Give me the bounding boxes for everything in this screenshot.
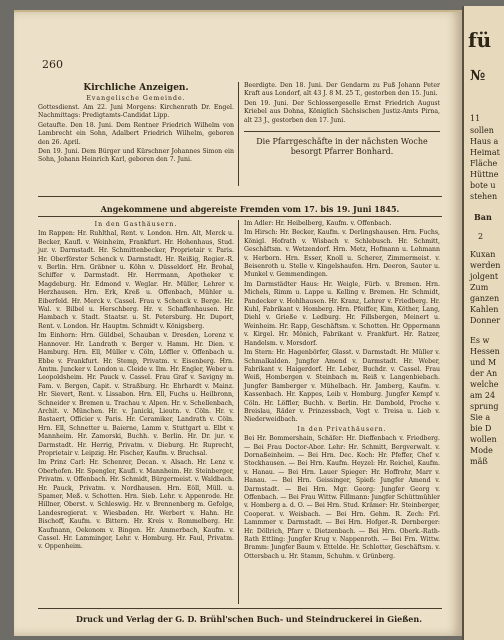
burials-column — [244, 82, 440, 158]
fragment-text: der An — [470, 369, 498, 378]
column-divider — [238, 220, 239, 604]
fragment-text: 11 — [470, 114, 481, 123]
title-rule-top — [38, 196, 442, 197]
fragment-text: Hüttne — [470, 170, 499, 179]
fragment-text: wollen — [470, 435, 497, 444]
fragment-text: Hessen — [470, 347, 500, 356]
footer-rule — [38, 608, 442, 609]
fragment-text: sollen — [470, 126, 494, 135]
fragment-text: Mode — [470, 446, 493, 455]
parish-notice: Die Pfarrgeschäfte in der nächsten Woche besorgt Pfarrer Bonhard. — [256, 137, 428, 157]
fragment-text: Kuxan — [470, 250, 496, 259]
fragment-text: ganzen — [470, 294, 500, 303]
fragment-text: Ban — [474, 212, 492, 222]
fragment-text: fü — [468, 28, 492, 52]
church-notices-column — [38, 82, 234, 166]
fragment-text: sprung — [470, 402, 499, 411]
printer-imprint: Druck und Verlag der G. D. Brühl'schen Buch- und Steindruckerei in Gießen. — [76, 614, 422, 624]
hotel-guest-list: Im Stern: Hr. Hagenbörfer, Glasst. v. Darmstadt. Hr. Müller v. Schmalkalden. Jungfer Amend v. Darmstadt. Hr. Weber, Fabrikant v. Haigerdorf. Hr. Leber, Buchdr. v. Cassel. Frau Weiß, Hombergen v. Steinbach m. Reiß v. Langenbiebach. Jungfer Bamberger v. Mühelbach. Hr. Jamberg, Kaufm. v. Kassenbach. Hr. Kappes, Leib v. Homburg. Jungfer Kempf v. Cöln. Hr. Löffler, Buchh. v. Berlin. Hr. Dambold, Proche v. Breislau, Räder v. Prinzessbach, Vogt v. Treisa u. Lieb v. Niederweidbach. — [244, 349, 440, 424]
column-divider — [238, 82, 239, 186]
section-heading: In den Gasthäusern. — [94, 221, 178, 228]
fragment-text: Kahlen — [470, 305, 499, 314]
divider-line — [244, 131, 440, 132]
guests-right-column — [244, 220, 440, 562]
church-notices-heading: Kirchliche Anzeigen. — [83, 83, 189, 93]
church-notice-entry: Getaufte. Den 18. Juni. Dem Rentner Friedrich Wilhelm von Lambrecht ein Sohn, Adalbert Friedrich Wilhelm, geboren den 26. April. — [38, 121, 234, 146]
page-number: 260 — [42, 58, 63, 71]
fragment-text: mäß — [470, 457, 488, 466]
adjacent-page-fragment — [462, 6, 504, 640]
arrivals-title: Angekommene und abgereiste Fremden vom 17. bis 19. Juni 1845. — [100, 204, 400, 214]
church-notices-subheading: Evangelische Gemeinde. — [86, 95, 186, 102]
section-heading: In den Privathäusern. — [297, 425, 387, 433]
burial-entry: Beerdigte. Den 18. Juni. Der Gendarm zu Fuß Johann Peter Kraft aus Londorf, alt 43 J. 8 M. 25 T., gestorben den 15. Juni. — [244, 82, 440, 98]
hotel-guest-list: Im Prinz Carl: Hr. Schenrer, Decan. v. Alsach. Hr. Lenz v. Oberhofen. Hr. Spengler, Kaufl. v. Mannheim. Hr. Steinberger, Privatm. v. Offenbach. Hr. Schmidt, Bürgermeist. v. Waldbach. Hr. Pauck, Privatm. v. Nordhausen. Hrn. Eöll, Müll. u. Spamer, Meß. v. Schotten. Hrn. Sieb. Lehr. v. Appenrode. Hr. Hillner, Oberst. v. Schleswig. Hr. v. Brennenberg m. Gefolge, Landesregierat. v. Wiesbaden. Hr. Werbert v. Hahn. Hr. Bischoff, Kaufm. v. Bittern. Hr. Kreis v. Rommelberg. Hr. Kaufmann, Oekonom v. Bingen. Hr. Ammerbach, Kaufm. v. Cassel. Hr. Lamminger, Lehr. v. Homburg. Hr. Faul, Privatm. v. Oppenheim. — [38, 459, 234, 551]
fragment-text: Haus a — [470, 137, 499, 146]
fragment-text: Heimat — [470, 148, 500, 157]
fragment-text: stehen — [470, 192, 498, 201]
book-page — [14, 10, 462, 636]
fragment-text: Es w — [470, 336, 490, 345]
fragment-text: werden — [470, 261, 501, 270]
church-notice-entry: Den 19. Juni. Dem Bürger und Kürschner Johannes Simon ein Sohn, Johann Heinrich Karl, geboren den 7. Juni. — [38, 148, 234, 164]
guests-left-column — [38, 220, 234, 553]
private-guest-list: Bei Hr. Bommershain, Schäfer: Hr. Dieffenbach v. Friedberg. — Bei Frau Doctor-Abor. Lehr: Hr. Schmitt, Bergverwalt. v. Dornaßeinheim. — Bei Hrn. Dec. Koch: Hr. Pfeffer, Chef v. Stockhausen. — Bei Hrn. Kaufm. Heyzel: Hr. Reichel, Kaufm. v. Hanau. — Bei Hrn. Lauer Spieger: Hr. Hoffrohr, Marr v. Hanau. — Bei Hrn. Geissinger, Spieß: Jungfer Amend v. Darmstadt. — Bei Hrn. Mgr. Georg: Jungfer Georg v. Offenbach. — Bei Frau Wittw. Fillmann: Jungfer Schüttmühler v. Homberg a. d. O. — Bei Hrn. Stud. Krämer: Hr. Steinberger, Cooperat. v. Weisbach. — Bei Hrn. Gehm. R. Zech: Frl. Lammmer v. Darmstadt. — Bei Hrn. Hofger.-R. Dernberger: Hr. Döllrich, Pfarr v. Dietzenbach. — Bei Hrn. Oberk.-Rath-Rath Ettling: Jungfer Krug v. Nappenroth. — Bei Frn. Wittw. Bramm: Jungfer Baum v. Ettelde. Hr. Schlotter, Geschäftsm. v. Ottersbach u. Hr. Stamm, Schuhm. v. Grünberg. — [244, 435, 440, 560]
hotel-guest-list: Im Adler: Hr. Heibelberg, Kaufm. v. Offenbach. — [244, 220, 392, 227]
fragment-text: Fläche — [470, 159, 498, 168]
fragment-text: Zum — [470, 283, 489, 292]
burial-entry: Den 19. Juni. Der Schlossergeselle Ernst Friedrich August Kriebel aus Dohna, Königlich Sächsischen Justiz-Amts Pirna, alt 23 J., gestorben den 17. Juni. — [244, 99, 440, 124]
fragment-text: № — [470, 68, 486, 84]
fragment-text: Donner — [470, 316, 501, 325]
fragment-text: bie D — [470, 424, 492, 433]
hotel-guest-list: Im Darmstädter Haus: Hr. Weigle, Fürb. v. Bremen. Hrn. Michels, Rimm u. Lappe u. Kelling v. Bremen. Hr. Schmidt, Pandecker v. Hohlhausen. Hr. Kranz, Lehrer v. Friedberg. Hr. Kuhl, Fabrikant v. Homberg. Hrn. Pfeiffer, Kim, Köther, Lang, Diehl v. Grieße v. Ledburg. Hr. Fillsbergen, Meinert u. Weinheim. Hr. Rapp, Geschäftsm. v. Schotten. Hr. Oppermann v. Kirgel. Hr. Mönich, Fabrikant v. Frankfurt. Hr. Ratzer, Handelsm. v. Morsdorf. — [244, 280, 440, 347]
fragment-text: welche — [470, 380, 499, 389]
title-rule-bottom — [38, 216, 442, 217]
fragment-text: am 24 — [470, 391, 496, 400]
fragment-text: 2 — [478, 232, 484, 241]
fragment-text: Sie a — [470, 413, 491, 422]
fragment-text: bote u — [470, 181, 496, 190]
page-edge — [14, 10, 462, 12]
fragment-text: und M — [470, 358, 497, 367]
church-notice-entry: Gottesdienst. Am 22. Juni Morgens: Kirchenrath Dr. Engel. Nachmittags: Predigtamts-Candidat Lipp. — [38, 104, 234, 120]
hotel-guest-list: Im Rappen: Hr. Ruhlthal, Rent. v. London. Hrn. Alt, Merck u. Becker, Kaufl. v. Weinheim, Frankfurt. Hr. Hohenhaus, Stud. jur. v. Darmstadt. Hr. Schmittenbecker, Proprietair v. Paris. Hr. Oberförster Schenck v. Darmstadt. Hr. Reißig, Regier.-R. v. Berlin. Hrn. Gräbner u. Köhn v. Düsseldorf. Hr. Brohal, Schiffer v. Darmstadt. Hr. Herrmann, Apotheker v. Magdeburg. Hr. Edmond v. Weglar. Hr. Müller, Lehrer v. Herzhausen. Hrn. Erk, Kreß u. Offenbach, Mühler u. Eiberfeld. Hr. Merck v. Cassel. Frau v. Schenck v. Berge. Hr. Wal. v. Bilbel u. Herschberg. Hr. v. Schaffenhausen. Hr. Hambach v. Stadt. Staatsr. u. St. Petersburg. Hr. Duport, Rent. v. London. Hr. Hauptm. Schmidt v. Königsberg. — [38, 230, 234, 330]
hotel-guest-list: Im Einhorn: Hrn. Güldbel, Schauban v. Dresden, Lorenz v. Hannover. Hr. Landrath v. Berger v. Hamm. Hr. Dien. v. Hamburg. Hrn. Ell, Müller v. Cöln, Löffler v. Offenbach u. Ebbe v. Frankfurt. Hr. Stemp, Privatm. v. Eisenberg. Hrn. Amtm. Juncker v. London u. Cleide v. Ilm. Hr. Engler, Weber u. Leopoldsheim. Hr. Pauck v. Cassel. Frau Graf v. Savigny m. Fam. v. Bergen, Capit. v. Straßburg. Hr. Ehrhardt v. Mainz. Hr. Sievert, Rent. v. Lissabon. Hrn. Ell, Fuchs u. Heilbronn, Schneider v. Bremen u. Trachau v. Alpen. Hr. v. Schellenbach, Archit. v. München. Hr. v. Janicki, Lieutn. v. Cöln. Hr. v. Bastaert, Officier v. Paris. Hr. Ceramiker, Landrath v. Cöln. Hrn. Ell, Schnetter u. Baierne, Lamm v. Stuttgart u. Elbt v. Mannheim. Hr. Zamorski, Buchh. v. Berlin. Hr. Dr. jur. v. Darmstadt. Hr. Herrig, Privatm. v. Dieburg. Hr. Ruprecht, Proprietair v. Leipzig. Hr. Fischer, Kaufm. v. Bruchsal. — [38, 332, 234, 457]
hotel-guest-list: Im Hirsch: Hr. Becker, Kaufm. v. Derlingshausen. Hrn. Fuchs, Königl. Hofrath v. Wisbach v. Schlebusch. Hr. Schmitt, Geschäftsm. v. Wetzendorf. Hrn. Metz, Hofmann u. Lohmann v. Herborn. Hrn. Esser, Knoll u. Scherer, Zimmermeist. v. Beisenroth u. Stelle v. Kingelshaufen. Hrn. Deeron, Sauter u. Munkel v. Gemmendingen. — [244, 229, 440, 279]
fragment-text: jolgent — [470, 272, 499, 281]
